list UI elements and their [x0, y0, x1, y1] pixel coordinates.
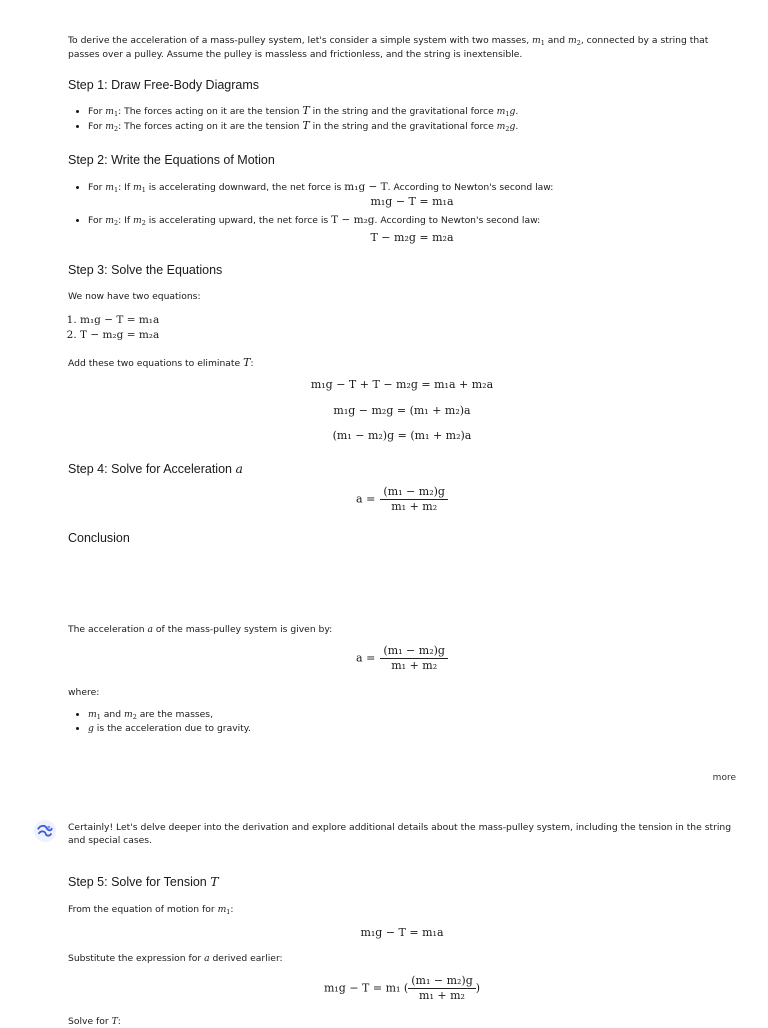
step3-heading: Step 3: Solve the Equations [68, 263, 223, 277]
more-link[interactable]: more [712, 773, 736, 783]
step5-substitute-text: Substitute the expression for a derived earlier: [68, 953, 283, 964]
step5-from-text: From the equation of motion for $m_1$: [68, 904, 234, 917]
equation-motion-1: m₁g − T = m₁a [370, 195, 454, 208]
step2-list-2 [68, 213, 728, 228]
list-item: • For $m_2$: The forces acting on it are the tension T in the string and the gravitational force $m_2g$. [88, 119, 728, 134]
step5-solve-text: Solve for T: [68, 1016, 121, 1027]
equation-substituted: m₁g − T = m₁ ( $\frac{\text{(m₁ − m₂)g}}{\text{m₁ + m₂}}$ ) [323, 974, 481, 1002]
equation-factor: m₁g − m₂g = (m₁ + m₂)a [333, 404, 471, 417]
step3-equation-list [60, 313, 159, 343]
assistant-logo-icon [36, 822, 54, 840]
step5-heading: Step 5: Solve for Tension T [68, 874, 219, 889]
assistant-avatar [34, 820, 56, 842]
where-list [68, 708, 728, 736]
intro-paragraph: To derive the acceleration of a mass-pulley system, let's consider a simple system with two masses, $m_1$ and $m_2$, connected by a string that passes over a pulley. Assume the pulley is massless and frictionless, and the string is inextensible. [68, 35, 709, 60]
equation-tension: m₁g − T = m₁a [360, 926, 444, 939]
step1-heading: Step 1: Draw Free-Body Diagrams [68, 78, 260, 92]
fraction: $\frac{\text{(m₁ − m₂)g}}{\text{m₁ + m₂}}$ [380, 643, 448, 673]
fraction: $\frac{\text{(m₁ − m₂)g}}{\text{m₁ + m₂}}$ [380, 484, 448, 514]
equation-sum: m₁g − T + T − m₂g = m₁a + m₂a [310, 378, 494, 391]
equation-motion-2: T − m₂g = m₂a [370, 231, 454, 244]
list-item: • For $m_1$: If $m_1$ is accelerating downward, the net force is m₁g − T. According to Newton's second law: [88, 180, 728, 195]
step3-intro: We now have two equations: [68, 291, 201, 302]
list-item: • For $m_1$: The forces acting on it are the tension T in the string and the gravitational force $m_1g$. [88, 104, 728, 119]
step2-heading: Step 2: Write the Equations of Motion [68, 153, 275, 167]
acceleration-formula: a = $\frac{\text{(m₁ − m₂)g}}{\text{m₁ + m₂}}$ [68, 484, 736, 514]
step4-heading: Step 4: Solve for Acceleration a [68, 461, 243, 476]
conclusion-heading: Conclusion [68, 531, 130, 545]
step3-add-text: Add these two equations to eliminate T: [68, 356, 254, 369]
list-item: • For $m_2$: If $m_2$ is accelerating upward, the net force is T − m₂g. According to Newton's second law: [88, 213, 728, 228]
list-item: • g is the acceleration due to gravity. [88, 722, 728, 736]
conclusion-text: The acceleration a of the mass-pulley system is given by: [68, 624, 333, 635]
where-label: where: [68, 687, 100, 698]
step2-list-1 [68, 180, 728, 195]
list-item: • $m_1$ and $m_2$ are the masses, [88, 708, 728, 722]
acceleration-formula-conclusion: a = $\frac{\text{(m₁ − m₂)g}}{\text{m₁ + m₂}}$ [68, 643, 736, 673]
reply-paragraph: Certainly! Let's delve deeper into the derivation and explore additional details about the mass-pulley system, including the tension in the string and special cases. [68, 822, 732, 846]
fraction: $\frac{\text{(m₁ − m₂)g}}{\text{m₁ + m₂}}$ [408, 973, 476, 1003]
list-item: 1. m₁g − T = m₁a [80, 313, 159, 328]
step1-list [68, 104, 728, 134]
equation-grouped: (m₁ − m₂)g = (m₁ + m₂)a [332, 429, 472, 442]
list-item: 2. T − m₂g = m₂a [80, 328, 159, 343]
